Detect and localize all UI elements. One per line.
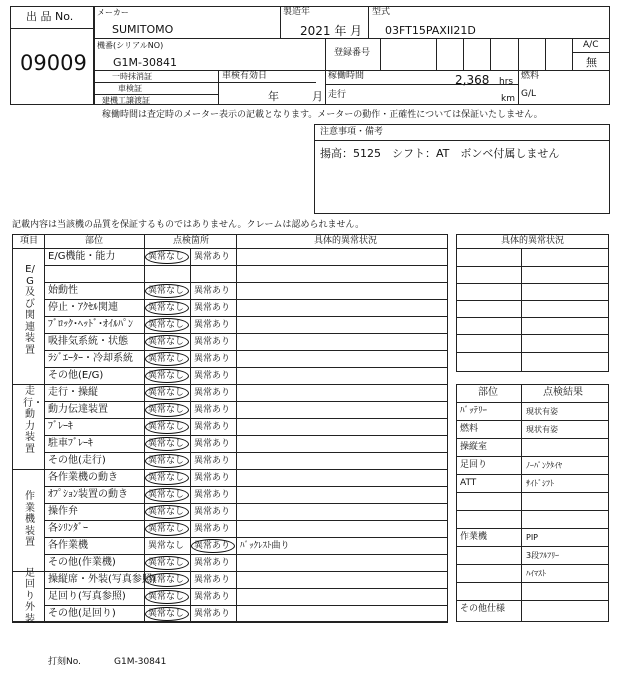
col-header-detail: 具体的異常状況	[314, 236, 378, 246]
inspection-part: 操縦席・外装(写真参照)	[48, 574, 156, 585]
selected-circle-mark	[145, 386, 189, 400]
normal-label: 異常なし	[148, 354, 185, 364]
normal-label: 異常なし	[148, 405, 185, 415]
selected-circle-mark	[145, 369, 189, 383]
serial-value: G1M-30841	[113, 56, 177, 69]
selected-circle-mark	[145, 454, 189, 468]
inspection-part: 操作弁	[48, 506, 78, 517]
abnormal-label: 異常あり	[194, 609, 231, 619]
selected-circle-mark	[145, 573, 189, 587]
temp-label: 一時抹消証	[112, 72, 152, 81]
year-value: 2021 年	[300, 24, 347, 38]
model-value: 03FT15PAXII21D	[385, 24, 476, 37]
results-header-part: 部位	[478, 387, 498, 398]
normal-label: 異常なし	[148, 320, 185, 330]
normal-label: 異常なし	[148, 422, 185, 432]
inspection-part: その他(走行)	[48, 455, 106, 466]
footer-value: G1M-30841	[114, 657, 167, 667]
shuppin-number: 09009	[20, 51, 87, 75]
selected-circle-mark	[145, 318, 189, 332]
footer-label: 打刻No.	[48, 657, 81, 667]
result-value: ｻｲﾄﾞｼﾌﾄ	[526, 479, 554, 488]
normal-label: 異常なし	[148, 507, 185, 517]
selected-circle-mark	[145, 505, 189, 519]
selected-circle-mark	[145, 352, 189, 366]
normal-label: 異常なし	[148, 541, 185, 551]
normal-label: 異常なし	[148, 303, 185, 313]
serial-label: 機番(シリアルNO)	[97, 41, 164, 50]
selected-circle-mark	[145, 284, 189, 298]
col-header-part: 部位	[85, 236, 104, 246]
year-label: 製造年	[283, 7, 311, 17]
selected-circle-mark	[145, 420, 189, 434]
shaken-label: 車検証	[118, 84, 142, 93]
abnormal-label: 異常あり	[194, 388, 231, 398]
selected-circle-mark	[191, 539, 235, 553]
abnormal-label: 異常あり	[194, 371, 231, 381]
abnormal-label: 異常あり	[194, 439, 231, 449]
normal-label: 異常なし	[148, 609, 185, 619]
fuel-label: 燃料	[521, 71, 540, 81]
abnormal-label: 異常あり	[194, 286, 231, 296]
selected-circle-mark	[145, 437, 189, 451]
normal-label: 異常なし	[148, 490, 185, 500]
inspection-part: 駐車ﾌﾞﾚｰｷ	[48, 438, 93, 449]
group-label: 走行・動力装置	[23, 386, 43, 455]
notes-label: 注意事項・備考	[320, 127, 384, 137]
selected-circle-mark	[145, 590, 189, 604]
notes-box	[314, 124, 610, 214]
inspection-part: 動力伝達装置	[48, 404, 108, 415]
inspection-detail: ﾊﾞｯｸﾚｽﾄ曲り	[240, 541, 290, 551]
hours-label: 稼働時間	[328, 71, 365, 81]
hours-unit: hrs	[499, 77, 514, 87]
selected-circle-mark	[145, 403, 189, 417]
result-part: その他仕様	[460, 604, 506, 614]
abnormal-label: 異常あり	[194, 456, 231, 466]
group-label: E/G及び関連装置	[25, 264, 35, 356]
inspection-part: その他(E/G)	[48, 370, 104, 381]
selected-circle-mark	[145, 556, 189, 570]
selected-circle-mark	[145, 471, 189, 485]
result-value: 3段ﾌﾙﾌﾘｰ	[526, 551, 560, 560]
selected-circle-mark	[145, 522, 189, 536]
joto-label: 建機工譲渡証	[102, 96, 150, 105]
selected-circle-mark	[145, 488, 189, 502]
hours-disclaimer: 稼働時間は査定時のメーター表示の記載となります。メーターの動作・正確性については保証いたしません。	[102, 110, 543, 120]
result-part: 燃料	[460, 424, 479, 434]
normal-label: 異常なし	[148, 286, 185, 296]
result-part: 操縦室	[460, 442, 488, 452]
inspection-part: 停止・ｱｸｾﾙ関連	[48, 302, 118, 313]
km-unit: km	[501, 94, 515, 104]
maker-label: メーカー	[97, 8, 129, 17]
selected-circle-mark	[145, 301, 189, 315]
abnormal-label: 異常あり	[194, 575, 231, 585]
model-label: 型式	[372, 7, 391, 17]
group-label: 足回り外装	[25, 567, 35, 625]
normal-label: 異常なし	[148, 388, 185, 398]
reg-label: 登録番号	[334, 48, 371, 58]
normal-label: 異常なし	[148, 592, 185, 602]
result-value: 現状有姿	[526, 425, 558, 434]
inspection-part: ﾌﾞﾚｰｷ	[48, 421, 73, 432]
hours-value: 2,368	[455, 73, 490, 87]
result-part: 足回り	[460, 460, 488, 470]
fuel-value: G/L	[521, 89, 537, 99]
normal-label: 異常なし	[148, 524, 185, 534]
results-header-result: 点検結果	[543, 387, 583, 398]
quality-disclaimer: 記載内容は当該機の品質を保証するものではありません。クレームは認められません。	[12, 220, 365, 230]
normal-label: 異常なし	[148, 337, 185, 347]
inspection-part: 始動性	[48, 285, 78, 296]
result-part: ATT	[460, 478, 477, 488]
normal-label: 異常なし	[148, 558, 185, 568]
abnormal-label: 異常あり	[194, 473, 231, 483]
normal-label: 異常なし	[148, 575, 185, 585]
abnormal-label: 異常あり	[194, 592, 231, 602]
col-header-item: 項目	[20, 236, 39, 246]
result-value: ﾉｰﾊﾟﾝｸﾀｲﾔ	[526, 461, 562, 470]
ac-value: 無	[586, 56, 597, 69]
abnormal-label: 異常あり	[194, 524, 231, 534]
inspection-part: ﾌﾞﾛｯｸ･ﾍｯﾄﾞ･ｵｲﾙﾊﾟﾝ	[48, 319, 133, 330]
inspection-part: その他(足回り)	[48, 608, 116, 619]
notes-text: 揚高：5125 シフト：AT ボンベ付属しません	[320, 147, 560, 160]
abnormal-label: 異常あり	[194, 320, 231, 330]
year-month: 月	[350, 24, 363, 38]
result-value: ﾊｲﾏｽﾄ	[526, 569, 546, 578]
abnormal-label: 異常あり	[194, 354, 231, 364]
abnormal-label: 異常あり	[194, 541, 231, 551]
normal-label: 異常なし	[148, 371, 185, 381]
inspection-part: 各作業機の動き	[48, 472, 118, 483]
right-detail-header: 具体的異常状況	[501, 236, 565, 246]
abnormal-label: 異常あり	[194, 303, 231, 313]
result-part: 作業機	[460, 532, 488, 542]
normal-label: 異常なし	[148, 473, 185, 483]
maker-value: SUMITOMO	[112, 23, 174, 36]
inspection-part: 各作業機	[48, 540, 88, 551]
inspection-part: 走行・操縦	[48, 387, 98, 398]
normal-label: 異常なし	[148, 252, 185, 262]
inspection-part: 足回り(写真参照)	[48, 591, 126, 602]
inspection-part: E/G機能・能力	[48, 251, 116, 262]
inspection-part: ﾗｼﾞｴｰﾀｰ・冷却系統	[48, 353, 133, 364]
km-label: 走行	[328, 90, 347, 100]
result-value: 現状有姿	[526, 407, 558, 416]
abnormal-label: 異常あり	[194, 405, 231, 415]
shuppin-label: 出 品 No.	[26, 10, 74, 23]
col-header-check: 点検箇所	[173, 236, 210, 246]
ac-label: A/C	[583, 40, 599, 50]
inspection-part: 吸排気系統・状態	[48, 336, 128, 347]
abnormal-label: 異常あり	[194, 490, 231, 500]
expiry-label: 車検有効日	[222, 71, 268, 81]
normal-label: 異常なし	[148, 456, 185, 466]
result-value: PIP	[526, 533, 539, 542]
inspection-part: 各ｼﾘﾝﾀﾞｰ	[48, 523, 88, 534]
inspection-part: その他(作業機)	[48, 557, 116, 568]
selected-circle-mark	[145, 607, 189, 621]
selected-circle-mark	[145, 335, 189, 349]
normal-label: 異常なし	[148, 439, 185, 449]
abnormal-label: 異常あり	[194, 337, 231, 347]
expiry-year-unit: 年	[268, 90, 279, 103]
abnormal-label: 異常あり	[194, 507, 231, 517]
abnormal-label: 異常あり	[194, 422, 231, 432]
inspection-part: ｵﾌﾟｼｮﾝ装置の動き	[48, 489, 128, 500]
result-part: ﾊﾞｯﾃﾘｰ	[460, 406, 488, 416]
abnormal-label: 異常あり	[194, 558, 231, 568]
abnormal-label: 異常あり	[194, 252, 231, 262]
group-label: 作業機装置	[25, 491, 35, 549]
selected-circle-mark	[145, 250, 189, 264]
expiry-month-unit: 月	[312, 90, 323, 103]
